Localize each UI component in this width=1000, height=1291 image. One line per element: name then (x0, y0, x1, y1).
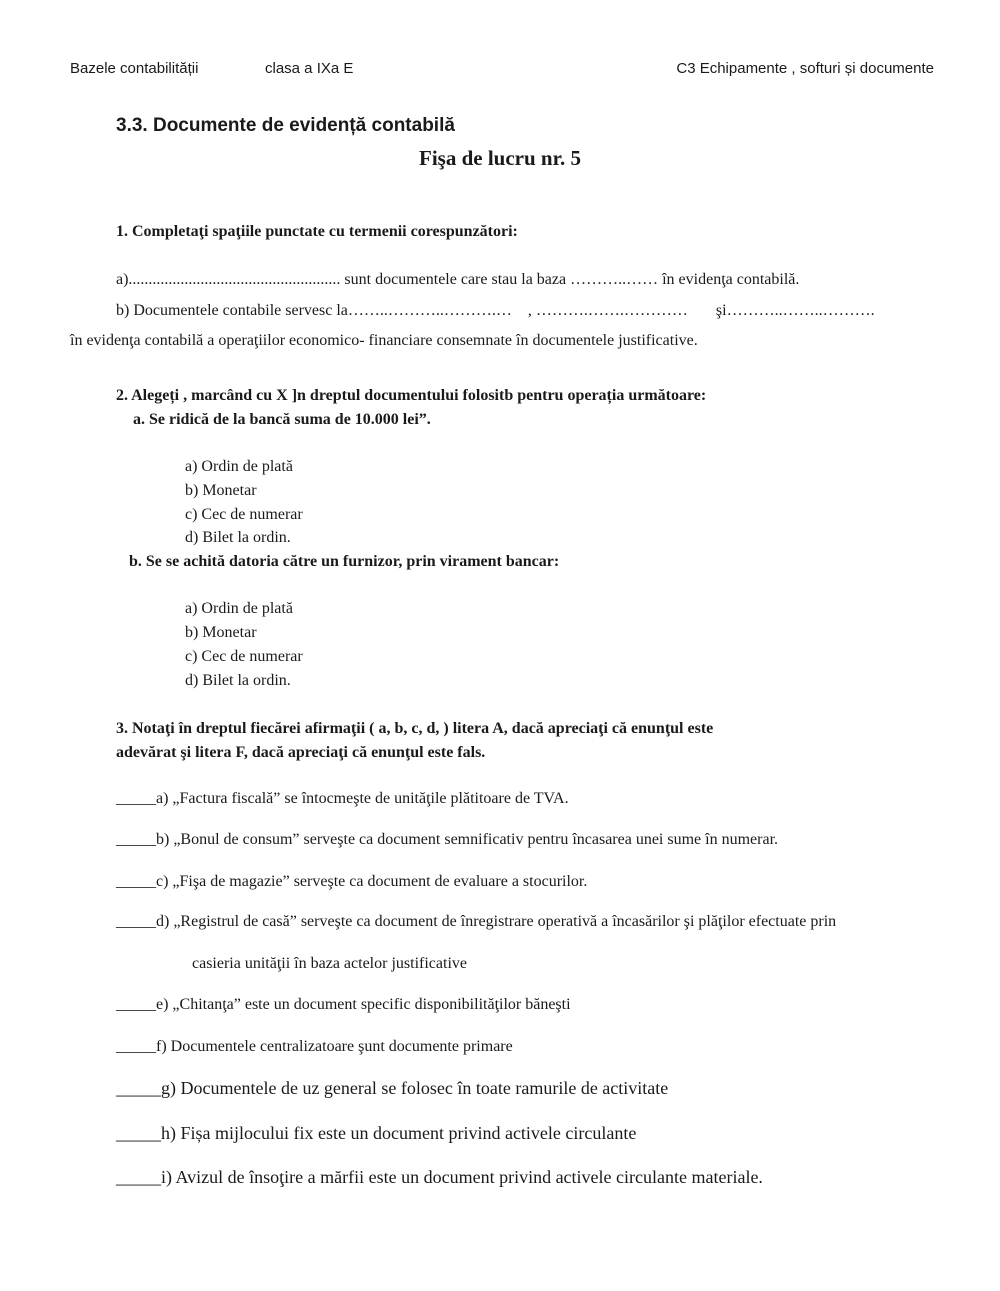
q1-line-c: în evidenţa contabilă a operaţiilor economico- financiare consemnate în documentele justificative. (70, 332, 698, 349)
q3-statement-continuation: casieria unităţii în baza actelor justificative (192, 955, 467, 972)
q3-statement: _____e) „Chitanţa” este un document specific disponibilităţilor băneşti (116, 996, 571, 1013)
q3-statement: _____c) „Fişa de magazie” serveşte ca document de evaluare a stocurilor. (116, 873, 588, 890)
q3-statement: _____i) Avizul de însoţire a mărfii este un document privind activele circulante materiale. (116, 1167, 763, 1187)
q3-prompt-line1: 3. Notaţi în dreptul fiecărei afirmaţii ( a, b, c, d, ) litera A, dacă apreciaţi că enunţul este (116, 720, 714, 737)
q2b-option: c) Cec de numerar (185, 648, 303, 665)
q2a-prompt: a. Se ridică de la bancă suma de 10.000 lei”. (133, 411, 431, 428)
q2a-option: b) Monetar (185, 482, 257, 499)
q2a-option: a) Ordin de plată (185, 458, 293, 475)
header-subject: Bazele contabilității (70, 60, 199, 77)
q3-statement: _____a) „Factura fiscală” se întocmeşte de unităţile plătitoare de TVA. (116, 790, 569, 807)
q3-prompt-line2: adevărat şi litera F, dacă apreciaţi că enunţul este fals. (116, 744, 486, 761)
q2a-option: d) Bilet la ordin. (185, 529, 291, 546)
q1-line-a: a)..................................................... sunt documentele care stau la baza ………..…… în evidenţa contabilă. (116, 271, 800, 288)
q2b-option: b) Monetar (185, 624, 257, 641)
worksheet-title: Fişa de lucru nr. 5 (419, 146, 581, 170)
q2a-option: c) Cec de numerar (185, 506, 303, 523)
q1-line-b: b) Documentele contabile servesc la……..………..……….… , ……….…….………… şi………..……..………. (116, 302, 875, 319)
q2-prompt: 2. Alegeți , marcând cu X ]n dreptul documentului folositb pentru operația următoare: (116, 387, 707, 404)
q2b-option: d) Bilet la ordin. (185, 672, 291, 689)
q2b-prompt: b. Se se achită datoria către un furnizor, prin virament bancar: (129, 553, 560, 570)
q3-statement: _____d) „Registrul de casă” serveşte ca document de înregistrare operativă a încasărilor şi plăţilor efectuate prin (116, 913, 837, 930)
q3-statement: _____g) Documentele de uz general se folosec în toate ramurile de activitate (116, 1078, 669, 1098)
q3-statement: _____f) Documentele centralizatoare şunt documente primare (116, 1038, 513, 1055)
q2b-option: a) Ordin de plată (185, 600, 293, 617)
header-chapter: C3 Echipamente , softuri și documente (676, 60, 934, 77)
section-title: 3.3. Documente de evidență contabilă (116, 115, 455, 136)
q3-statement: _____h) Fișa mijlocului fix este un document privind activele circulante (116, 1123, 637, 1143)
header-class: clasa a IXa E (265, 60, 354, 77)
q1-prompt: 1. Completaţi spaţiile punctate cu termenii corespunzători: (116, 223, 518, 240)
q3-statement: _____b) „Bonul de consum” serveşte ca document semnificativ pentru încasarea unei sume în numerar. (116, 831, 779, 848)
